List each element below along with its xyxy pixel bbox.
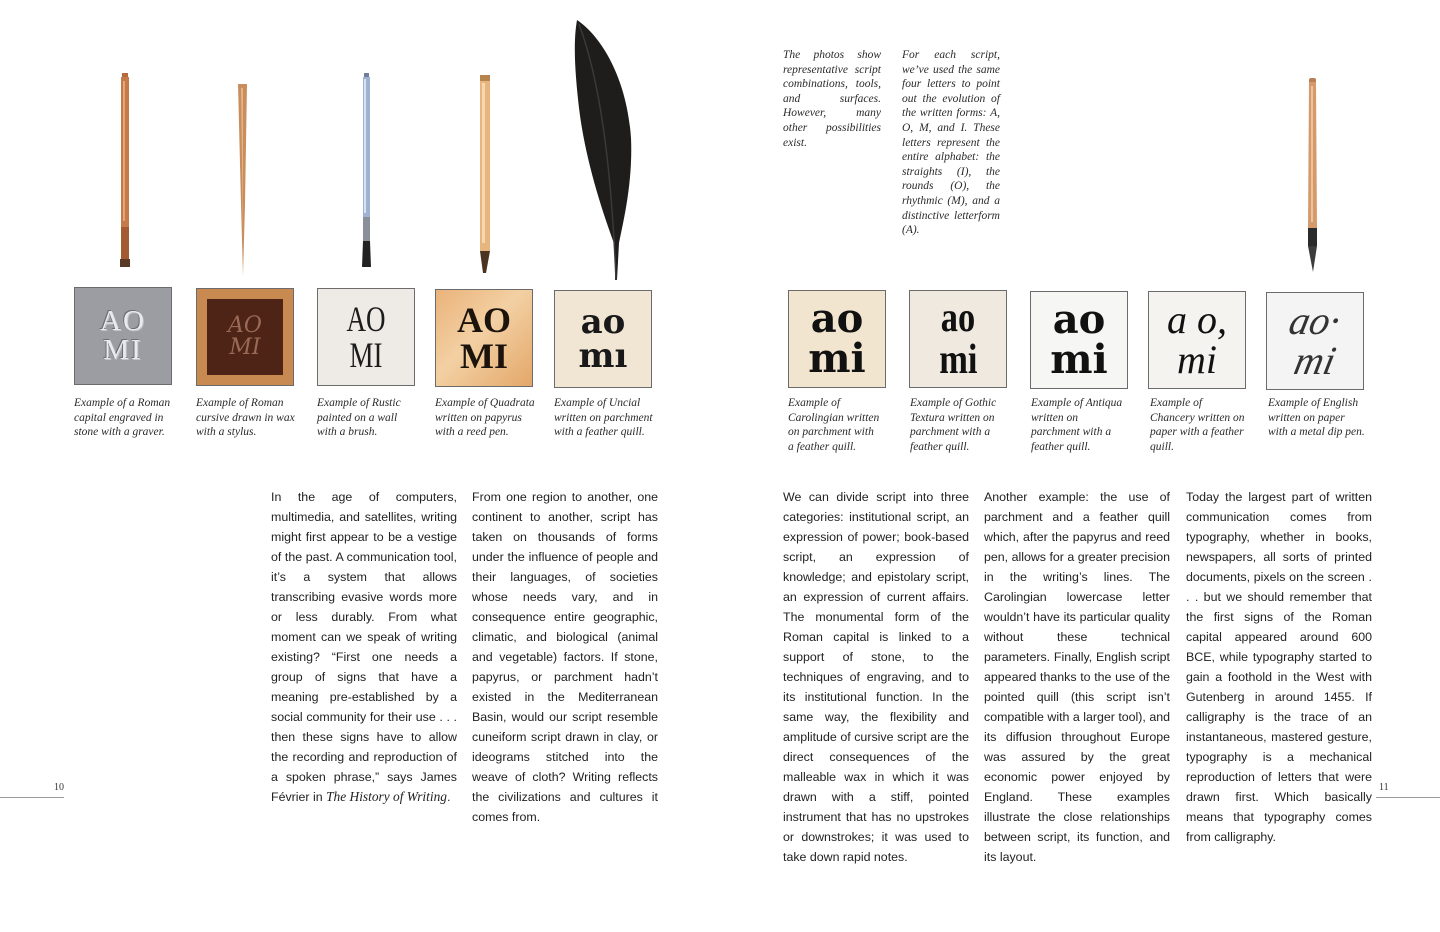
quadrata-sample	[435, 289, 533, 387]
book-title: The History of Writing	[326, 789, 447, 804]
caption-roman-capital: Example of a Roman capital engraved in stone with a graver.	[74, 397, 171, 438]
brush-icon	[359, 73, 375, 269]
footer-rule	[1376, 797, 1440, 798]
footer-rule	[0, 797, 64, 798]
sample-line-2: MI	[103, 334, 143, 366]
caption-english: Example of English written on paper with a metal dip pen.	[1268, 397, 1365, 438]
sample-line-1: ao	[580, 302, 626, 342]
sample-line-1: AO	[228, 313, 262, 338]
rustic-sample	[317, 288, 415, 386]
sample-line-1: ao	[810, 295, 864, 342]
body-column-2: From one region to another, one continent to another, script has taken on thousands of forms under the influence of people and their languages, of societies whose needs vary, and in consequence entire geographic, climatic, and biological (animal and vegetable) factors. If stone, papyrus, or parchment hadn’t existed in the Mediterranean Basin, would our script resemble cuneiform script drawn in clay, or ideograms stitched into the weave of cloth? Writing reflects the civilizations and cultures it comes from.	[472, 490, 658, 824]
sample-line-1: AO	[457, 300, 511, 340]
sample-line-2: mi	[1290, 338, 1340, 383]
uncial-sample	[554, 290, 652, 388]
caption-carolingian: Example of Carolingian written on parchment with a feather quill.	[788, 397, 880, 453]
sample-line-1: ao·	[1285, 298, 1345, 343]
gothic-textura-sample	[909, 290, 1007, 388]
reed-pen-icon	[477, 75, 493, 273]
sample-line-2: mı	[578, 336, 628, 376]
right-page	[720, 0, 1440, 932]
sample-line-2: MI	[460, 336, 508, 376]
sample-line-2: mi	[1050, 336, 1108, 383]
page-number: 11	[1379, 782, 1389, 793]
graver-icon	[118, 73, 132, 268]
carolingian-sample	[788, 290, 886, 388]
sample-line-1: AO	[346, 299, 386, 339]
caption-quadrata: Example of Quadrata written on papyrus with a reed pen.	[435, 397, 535, 438]
feather-quill-icon	[571, 18, 641, 282]
caption-rustic: Example of Rustic painted on a wall with a brush.	[317, 397, 401, 438]
photo-note: The photos show representative script combinations, tools, and surfaces. However, many other possibilities exist.	[783, 49, 881, 149]
sample-line-1: AO	[100, 305, 146, 337]
chancery-sample	[1148, 291, 1246, 389]
sample-line-2: mi	[808, 335, 866, 382]
sample-line-2: mi	[938, 337, 978, 383]
caption-uncial: Example of Uncial written on parchment with a feather quill.	[554, 397, 653, 438]
caption-chancery: Example of Chancery written on paper with a feather quill.	[1150, 397, 1245, 453]
caption-roman-cursive: Example of Roman cursive drawn in wax with a stylus.	[196, 397, 295, 438]
sample-line-2: mi	[1177, 337, 1217, 382]
body-column-3: We can divide script into three categories: institutional script, an expression of power; book-based script, an expression of knowledge; and epistolary script, an expression of current affairs. The monumental form of the Roman capital is linked to a support of stone, to the techniques of engraving, and to its institutional function. In the same way, the flexibility and amplitude of cursive script are the direct consequences of the malleable wax in which it was drawn with a stiff, pointed instrument that has no upstrokes or downstrokes; it was used to take down rapid notes.	[783, 490, 969, 864]
roman-capital-sample	[74, 287, 172, 385]
body-column-5: Today the largest part of written communication comes from typography, whether in books, newspapers, all sorts of printed documents, pixels on the screen . . . but we should remember that the first signs of the Roman capital appeared around 600 BCE, while typography started to gain a foothold in the West with Gutenberg in around 1455. If calligraphy is the trace of an instantaneous, mastered gesture, typography is a mechanical reproduction of letters that were drawn first. Which basically means that typography comes from calligraphy.	[1186, 490, 1372, 844]
antiqua-sample	[1030, 291, 1128, 389]
body-column-4: Another example: the use of parchment and a feather quill which, after the papyrus and reed pen, allows for a greater precision in the writing’s lines. The Carolingian lowercase letter wouldn’t have its particular quality without these technical parameters. Finally, English script appeared thanks to the use of the pointed quill (this script isn’t compatible with a larger tool), and its diffusion throughout Europe was assured by the great economic power enjoyed by England. These examples illustrate the close relationships between script, its function, and its layout.	[984, 490, 1170, 864]
body-column-1	[271, 487, 457, 807]
caption-gothic-textura: Example of Gothic Textura written on parchment with a feather quill.	[910, 397, 997, 453]
sample-line-1: ao	[1052, 296, 1106, 343]
sample-line-2: MI	[349, 335, 383, 375]
letters-note: For each script, we’ve used the same four letters to point out the evolution of the written forms: A, O, M, and I. These letters represent the entire alphabet: the straights (I), the rounds (O), the rhythmic (M), and a distinctive letterform (A).	[902, 49, 1000, 237]
body-text: In the age of computers, multimedia, and satellites, writing might first appear to be a vestige of the past. A communication tool, it’s a system that allows transcribing evasive words more or less durably. From what moment can we speak of writing existing? “First one needs a group of signs that have a meaning pre-established by a social community for their use . . . then these signs have to allow the recording and reproduction of a spoken phrase,” says James Février in	[271, 490, 457, 804]
sample-line-1: a o,	[1167, 297, 1227, 342]
caption-antiqua: Example of Antiqua written on parchment with a feather quill.	[1031, 397, 1123, 453]
roman-cursive-sample	[196, 288, 294, 386]
english-sample	[1266, 292, 1364, 390]
sample-line-2: MI	[229, 335, 261, 360]
metal-dip-pen-icon	[1305, 78, 1321, 272]
stylus-icon	[235, 84, 251, 276]
body-text-tail: .	[447, 790, 451, 804]
page-number: 10	[54, 782, 64, 793]
sample-line-1: ao	[940, 295, 976, 341]
